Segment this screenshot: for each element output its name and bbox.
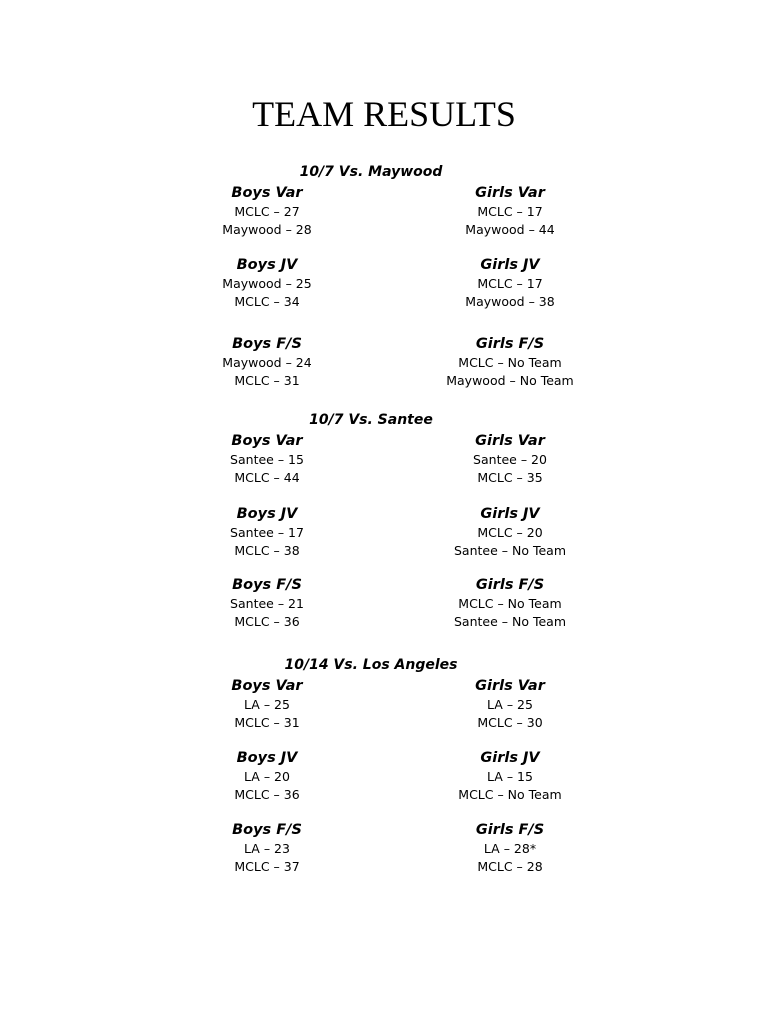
score-line: Maywood – 28 — [222, 222, 312, 237]
score-line: LA – 28* — [483, 841, 537, 856]
result-label: Boys Var — [231, 678, 303, 694]
score-line: MCLC – 38 — [234, 543, 300, 558]
score-line: Santee – No Team — [453, 614, 566, 629]
page-title: TEAM RESULTS — [252, 94, 516, 134]
result-block-boys-var — [137, 677, 397, 732]
result-label: Boys Var — [231, 433, 303, 449]
result-block-boys-jv — [137, 505, 397, 560]
result-label: Girls F/S — [475, 822, 545, 838]
result-block-girls-var — [380, 677, 640, 732]
result-label: Boys F/S — [232, 822, 302, 838]
result-label: Girls JV — [480, 750, 540, 766]
score-line: MCLC – 17 — [477, 276, 543, 291]
score-line: MCLC – 31 — [234, 373, 300, 388]
result-block-girls-jv — [380, 505, 640, 560]
result-block-boys-jv — [137, 749, 397, 804]
section-heading: 10/14 Vs. Los Angeles — [284, 657, 458, 673]
score-line: Santee – 20 — [473, 452, 547, 467]
score-line: MCLC – No Team — [458, 596, 562, 611]
score-line: LA – 15 — [487, 769, 533, 784]
result-label: Boys F/S — [232, 336, 302, 352]
score-line: LA – 25 — [244, 697, 290, 712]
score-line: MCLC – 17 — [477, 204, 543, 219]
result-block-boys-fs — [137, 335, 397, 390]
score-line: MCLC – 30 — [477, 715, 543, 730]
score-line: LA – 23 — [244, 841, 290, 856]
score-line: MCLC – 28 — [477, 859, 543, 874]
score-line: MCLC – 35 — [477, 470, 543, 485]
result-block-boys-fs — [137, 576, 397, 631]
score-line: Maywood – 44 — [465, 222, 555, 237]
score-line: MCLC – 44 — [234, 470, 300, 485]
result-label: Boys JV — [236, 506, 298, 522]
score-line: Santee – 21 — [230, 596, 304, 611]
result-block-girls-jv — [380, 256, 640, 311]
score-line: MCLC – No Team — [458, 355, 562, 370]
result-block-boys-var — [137, 432, 397, 487]
score-line: Santee – 15 — [230, 452, 304, 467]
score-line: MCLC – 36 — [234, 787, 300, 802]
result-label: Boys JV — [236, 257, 298, 273]
score-line: Maywood – 25 — [222, 276, 312, 291]
result-block-girls-fs — [380, 821, 640, 876]
score-line: Santee – 17 — [230, 525, 304, 540]
score-line: MCLC – 20 — [477, 525, 543, 540]
score-line: Maywood – 24 — [222, 355, 312, 370]
score-line: Santee – No Team — [453, 543, 566, 558]
result-block-boys-jv — [137, 256, 397, 311]
score-line: MCLC – 34 — [234, 294, 300, 309]
result-block-girls-fs — [380, 335, 640, 390]
result-label: Girls JV — [480, 506, 540, 522]
result-label: Boys Var — [231, 185, 303, 201]
result-label: Girls F/S — [475, 577, 545, 593]
result-label: Girls F/S — [475, 336, 545, 352]
result-label: Girls Var — [475, 185, 545, 201]
score-line: MCLC – 37 — [234, 859, 300, 874]
score-line: MCLC – 36 — [234, 614, 300, 629]
result-block-girls-var — [380, 184, 640, 239]
score-line: LA – 20 — [244, 769, 290, 784]
score-line: MCLC – 27 — [234, 204, 300, 219]
result-block-girls-fs — [380, 576, 640, 631]
score-line: MCLC – 31 — [234, 715, 300, 730]
result-block-boys-var — [137, 184, 397, 239]
section-heading: 10/7 Vs. Maywood — [299, 164, 443, 180]
score-line: Maywood – No Team — [446, 373, 574, 388]
score-line: Maywood – 38 — [465, 294, 555, 309]
result-label: Boys F/S — [232, 577, 302, 593]
section-heading: 10/7 Vs. Santee — [309, 412, 433, 428]
result-label: Girls Var — [475, 678, 545, 694]
score-line: LA – 25 — [487, 697, 533, 712]
score-line: MCLC – No Team — [458, 787, 562, 802]
result-block-boys-fs — [137, 821, 397, 876]
result-label: Girls JV — [480, 257, 540, 273]
result-label: Boys JV — [236, 750, 298, 766]
result-block-girls-jv — [380, 749, 640, 804]
result-label: Girls Var — [475, 433, 545, 449]
result-block-girls-var — [380, 432, 640, 487]
